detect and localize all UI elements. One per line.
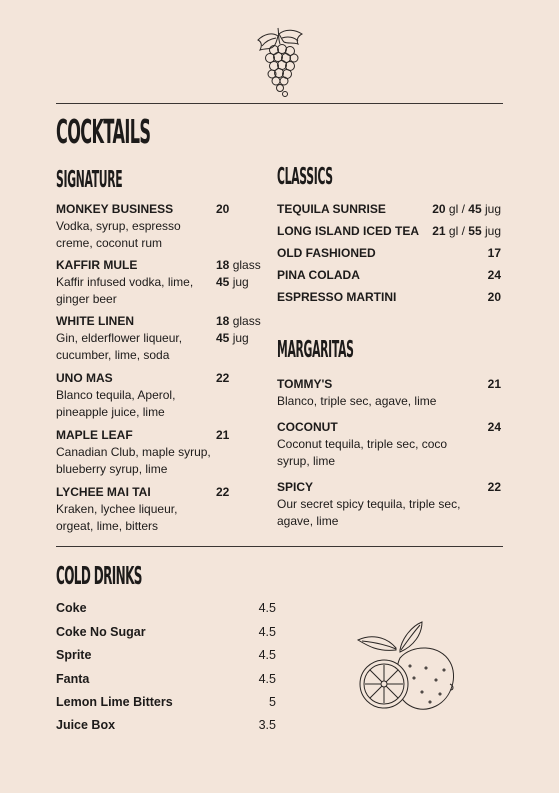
section-divider (56, 546, 503, 547)
lemon-icon (356, 618, 460, 718)
item-name: PINA COLADA (277, 268, 360, 282)
item-description: Our secret spicy tequila, triple sec, agave, lime (277, 497, 461, 528)
menu-item (277, 201, 501, 218)
drink-row (56, 646, 276, 664)
drink-row (56, 693, 276, 711)
menu-item (56, 313, 218, 364)
item-name: ESPRESSO MARTINI (277, 290, 397, 304)
section-heading-classics: CLASSICS (277, 163, 333, 191)
item-price: 24 (487, 420, 501, 434)
item-description: Coconut tequila, triple sec, coco syrup, lime (277, 437, 448, 468)
item-description: Canadian Club, maple syrup, blueberry syrup, lime (56, 445, 211, 476)
drink-name: Juice Box (56, 718, 116, 732)
item-name: UNO MAS (56, 371, 113, 385)
menu-item (277, 267, 501, 284)
item-name: MAPLE LEAF (56, 428, 133, 442)
drink-price: 4.5 (258, 601, 276, 615)
item-description: Gin, elderflower liqueur, cucumber, lime, soda (56, 331, 183, 362)
item-name: COCONUT (277, 420, 338, 434)
drink-name: Sprite (56, 648, 92, 662)
drink-name: Fanta (56, 672, 90, 686)
item-name: TEQUILA SUNRISE (277, 202, 386, 216)
item-description: Kaffir infused vodka, lime, ginger beer (56, 275, 194, 306)
menu-item (56, 484, 218, 535)
drink-name: Lemon Lime Bitters (56, 695, 173, 709)
page-title: COCKTAILS (56, 114, 151, 152)
item-name: LYCHEE MAI TAI (56, 485, 151, 499)
item-name: LONG ISLAND ICED TEA (277, 224, 420, 238)
item-price: 22 (216, 485, 230, 499)
drink-price: 4.5 (258, 648, 276, 662)
menu-item (277, 223, 501, 240)
item-price: 24 (487, 268, 501, 282)
item-price: 22 (216, 371, 230, 385)
drink-row (56, 716, 276, 734)
drink-row (56, 670, 276, 688)
grapes-icon (252, 24, 308, 98)
drink-price: 5 (269, 695, 276, 709)
drink-row (56, 599, 276, 617)
item-price: 21 (487, 377, 501, 391)
item-price: 17 (487, 246, 501, 260)
menu-item (56, 257, 218, 308)
item-price: 18 glass 45 jug (216, 258, 261, 289)
drink-row (56, 623, 276, 641)
section-heading-cold-drinks: COLD DRINKS (56, 560, 142, 590)
item-price: 22 (487, 480, 501, 494)
section-heading-margaritas: MARGARITAS (277, 336, 354, 364)
item-name: MONKEY BUSINESS (56, 202, 174, 216)
item-description: Vodka, syrup, espresso creme, coconut rum (56, 219, 181, 250)
menu-item (56, 201, 218, 252)
item-name: SPICY (277, 480, 314, 494)
item-description: Kraken, lychee liqueur, orgeat, lime, bitters (56, 502, 178, 533)
item-name: TOMMY'S (277, 377, 333, 391)
menu-item (56, 370, 218, 421)
drink-name: Coke (56, 601, 87, 615)
item-price: 20 (487, 290, 501, 304)
drink-name: Coke No Sugar (56, 625, 146, 639)
item-name: OLD FASHIONED (277, 246, 376, 260)
item-price: 21 (216, 428, 230, 442)
drink-price: 4.5 (258, 672, 276, 686)
top-divider (56, 103, 503, 104)
menu-item (277, 289, 501, 306)
drink-price: 3.5 (258, 718, 276, 732)
menu-item (56, 427, 220, 478)
item-name: KAFFIR MULE (56, 258, 138, 272)
item-description: Blanco tequila, Aperol, pineapple juice, lime (56, 388, 176, 419)
menu-item (277, 419, 501, 470)
item-price: 21 gl / 55 jug (432, 224, 501, 238)
menu-item (277, 376, 501, 410)
item-price: 18 glass 45 jug (216, 314, 261, 345)
item-price: 20 gl / 45 jug (432, 202, 501, 216)
item-price: 20 (216, 202, 230, 216)
drink-price: 4.5 (258, 625, 276, 639)
item-name: WHITE LINEN (56, 314, 134, 328)
section-heading-signature: SIGNATURE (56, 166, 123, 194)
menu-item (277, 479, 501, 530)
item-description: Blanco, triple sec, agave, lime (277, 394, 437, 408)
menu-item (277, 245, 501, 262)
